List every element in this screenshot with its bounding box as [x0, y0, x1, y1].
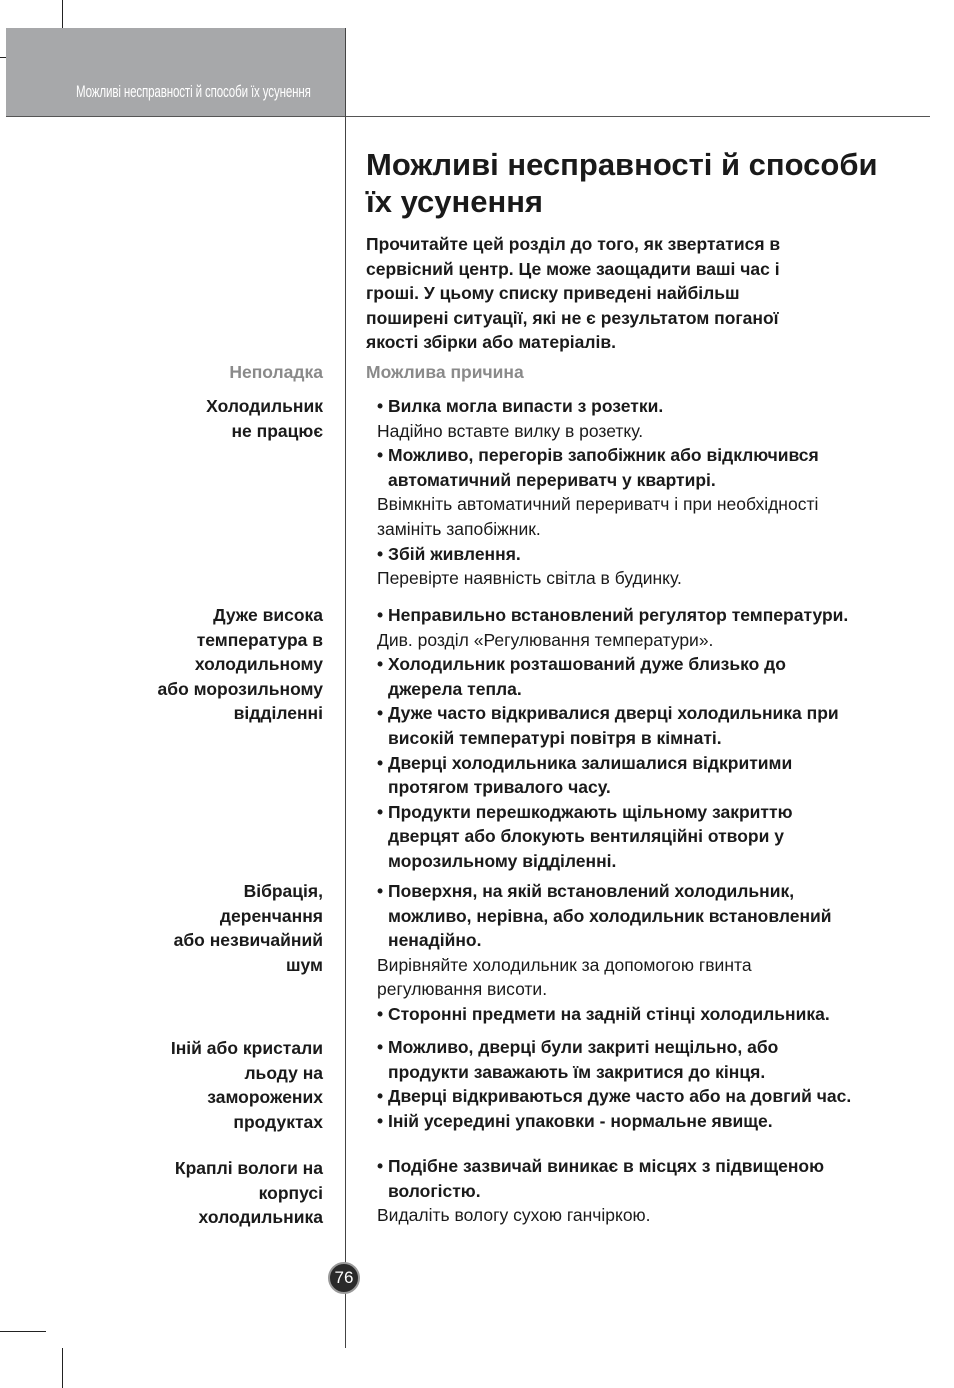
cause-list	[366, 879, 936, 1027]
cause-item	[366, 542, 936, 591]
cause-title	[366, 542, 936, 567]
problem-line: корпусі	[258, 1182, 323, 1203]
title-line: Можливі несправності й способи	[366, 147, 878, 182]
cause-item	[366, 1035, 936, 1084]
cause-item	[366, 751, 936, 800]
cause-title	[366, 751, 936, 800]
cause-title	[366, 652, 936, 701]
cause-fix-line: Перевірте наявність світла в будинку.	[377, 568, 682, 589]
cause-list	[366, 1154, 936, 1228]
problem-line: Краплі вологи на	[174, 1158, 323, 1178]
intro-line: поширені ситуації, які не є результатом поганої	[366, 307, 779, 328]
cause-fix-line: Надійно вставте вилку в розетку.	[377, 420, 644, 441]
cause-title	[366, 879, 936, 953]
crop-mark	[62, 1348, 63, 1388]
column-header-cause: Можлива причина	[366, 362, 524, 382]
problem-label	[83, 879, 323, 977]
cause-title-line: • Подібне зазвичай виникає в місцях з підвищеною	[377, 1156, 825, 1176]
intro-line: гроші. У цьому списку приведені найбільш	[366, 283, 740, 304]
page-title	[366, 146, 926, 220]
crop-mark	[62, 0, 63, 28]
column-divider	[345, 28, 346, 1348]
cause-title-line: • Можливо, перегорів запобіжник або відключився	[377, 445, 819, 466]
cause-title-line: • Іній усередині упаковки - нормальне явище.	[377, 1110, 773, 1131]
cause-title-line: морозильному відділенні.	[388, 850, 617, 871]
cause-fix-line: Видаліть вологу сухою ганчіркою.	[377, 1205, 651, 1226]
cause-item	[366, 1002, 936, 1027]
cause-fix	[366, 628, 936, 653]
cause-title-line: • Холодильник розташований дуже близько до	[377, 654, 786, 675]
cause-fix	[366, 1203, 936, 1228]
cause-title-line: • Вилка могла випасти з розетки.	[377, 396, 664, 416]
intro-line: якості збірки або матеріалів.	[366, 332, 616, 353]
cause-fix-line: регулювання висоти.	[377, 979, 548, 1000]
problem-line: шум	[285, 954, 323, 975]
problem-label	[83, 603, 323, 726]
cause-title-line: можливо, нерівна, або холодильник встановлений	[388, 905, 832, 926]
problem-line: Вібрація,	[243, 881, 323, 901]
cause-title-line: вологістю.	[388, 1180, 481, 1201]
problem-line: льоду на	[244, 1062, 323, 1083]
cause-fix	[366, 953, 936, 1002]
cause-fix	[366, 566, 936, 591]
cause-fix	[366, 419, 936, 444]
problem-line: або незвичайний	[173, 930, 323, 951]
column-header-problem: Неполадка	[229, 362, 323, 382]
problem-line: або морозильному	[157, 678, 323, 699]
cause-title	[366, 1084, 936, 1109]
cause-title	[366, 800, 936, 874]
problem-line: Іній або кристали	[170, 1038, 323, 1058]
cause-title-line: автоматичний перериватч у квартирі.	[388, 469, 716, 490]
cause-item	[366, 394, 936, 443]
cause-fix-line: замініть запобіжник.	[377, 518, 541, 539]
cause-item	[366, 652, 936, 701]
section-header-label: Можливі несправності й способи їх усунення	[76, 82, 311, 101]
cause-item	[366, 1154, 936, 1228]
cause-list	[366, 1035, 936, 1133]
cause-title-line: ненадійно.	[388, 930, 482, 951]
cause-fix-line: Ввімкніть автоматичний перериватч і при необхідності	[377, 494, 819, 515]
cause-fix-line: Див. розділ «Регулювання температури».	[377, 629, 714, 650]
cause-title	[366, 394, 936, 419]
cause-title	[366, 1035, 936, 1084]
problem-line: продуктах	[233, 1111, 323, 1132]
cause-title-line: • Дверці холодильника залишалися відкритими	[377, 752, 793, 773]
cause-item	[366, 701, 936, 750]
problem-label	[83, 394, 323, 443]
page-number-badge: 76	[328, 1262, 360, 1294]
problem-line: холодильника	[198, 1207, 323, 1228]
intro-line: Прочитайте цей розділ до того, як звертатися в	[366, 234, 781, 254]
cause-fix	[366, 492, 936, 541]
problem-line: Холодильник	[206, 396, 323, 416]
cause-title-line: • Можливо, дверці були закриті нещільно, або	[377, 1037, 779, 1057]
cause-title	[366, 603, 936, 628]
intro-paragraph	[366, 232, 866, 355]
cause-title	[366, 1002, 936, 1027]
problem-line: Дуже висока	[213, 605, 323, 625]
problem-line: деренчання	[219, 905, 323, 926]
cause-item	[366, 1109, 936, 1134]
cause-item	[366, 443, 936, 541]
problem-label	[83, 1036, 323, 1134]
cause-title-line: • Продукти перешкоджають щільному закриттю	[377, 801, 793, 822]
cause-list	[366, 603, 936, 874]
cause-title-line: • Дуже часто відкривалися дверці холодильника при	[377, 703, 839, 724]
cause-title-line: • Дверці відкриваються дуже часто або на довгий час.	[377, 1086, 852, 1107]
cause-title-line: • Поверхня, на якій встановлений холодильник,	[377, 881, 795, 901]
cause-item	[366, 603, 936, 652]
cause-item	[366, 1084, 936, 1109]
cause-title-line: • Неправильно встановлений регулятор температури.	[377, 605, 849, 625]
header-rule	[6, 116, 930, 117]
cause-item	[366, 800, 936, 874]
cause-title	[366, 443, 936, 492]
problem-line: відділенні	[233, 703, 323, 724]
problem-line: холодильному	[194, 654, 323, 675]
cause-title-line: високій температурі повітря в кімнаті.	[388, 727, 722, 748]
cause-title	[366, 1154, 936, 1203]
intro-line: сервісний центр. Це може заощадити ваші час і	[366, 258, 780, 279]
cause-item	[366, 879, 936, 1002]
cause-title	[366, 701, 936, 750]
cause-title-line: дверцят або блокують вентиляційні отвори у	[388, 826, 784, 847]
cause-title-line: джерела тепла.	[388, 678, 522, 699]
header-band	[6, 28, 346, 116]
cause-fix-line: Вирівняйте холодильник за допомогою гвинта	[377, 954, 752, 975]
cause-title-line: протягом тривалого часу.	[388, 777, 611, 798]
problem-line: температура в	[196, 629, 323, 650]
problem-line: не працює	[231, 420, 323, 441]
problem-label	[83, 1156, 323, 1230]
cause-title-line: • Збій живлення.	[377, 543, 521, 564]
title-line: їх усунення	[366, 184, 544, 219]
problem-line: заморожених	[207, 1087, 323, 1108]
cause-title	[366, 1109, 936, 1134]
cause-title-line: • Сторонні предмети на задній стінці холодильника.	[377, 1003, 830, 1024]
cause-list	[366, 394, 936, 591]
crop-mark	[0, 1331, 46, 1332]
cause-title-line: продукти заважають їм закритися до кінця.	[388, 1061, 766, 1082]
